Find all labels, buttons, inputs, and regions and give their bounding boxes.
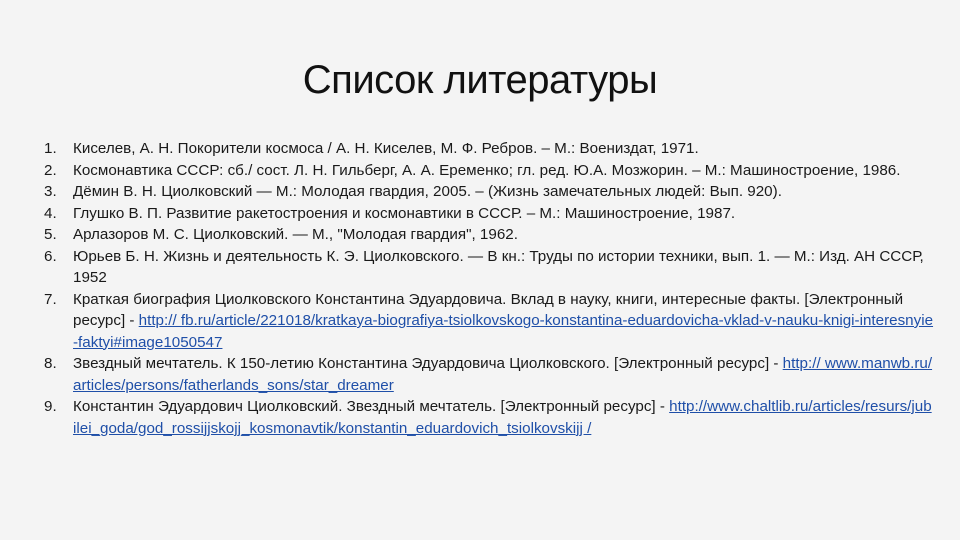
reference-item xyxy=(44,289,934,354)
reference-link[interactable]: http:// fb.ru/article/221018/kratkaya-biografiya-tsiolkovskogo-konstantina-eduardovicha-vklad-v-nauku-knigi-interesnyie-faktyi#image1050547 xyxy=(73,312,934,351)
reference-link[interactable]: http:// www.manwb.ru/articles/persons/fatherlands_sons/star_dreamer xyxy=(73,355,933,394)
reference-text: Дёмин В. Н. Циолковский — М.: Молодая гвардия, 2005. – (Жизнь замечательных людей: Вып. 920). xyxy=(73,183,782,200)
reference-item xyxy=(44,138,934,160)
reference-number: 2. xyxy=(44,161,57,179)
slide-title: Список литературы xyxy=(302,58,658,102)
reference-text: Юрьев Б. Н. Жизнь и деятельность К. Э. Циолковского. — В кн.: Труды по истории техники, вып. 1. — М.: Изд. АН СССР, 1952 xyxy=(73,247,924,286)
reference-number: 3. xyxy=(44,183,57,200)
reference-link[interactable]: http://www.chaltlib.ru/articles/resurs/jubilei_goda/god_rossijjskojj_kosmonavtik/konstantin_eduardovich_tsiolkovskijj / xyxy=(73,398,932,437)
reference-text: Глушко В. П. Развитие ракетостроения и космонавтики в СССР. – М.: Машиностроение, 1987. xyxy=(73,204,736,222)
reference-text: Краткая биография Циолковского Константина Эдуардовича. Вклад в науку, книги, интересные факты. [Электронный ресурс] - xyxy=(73,290,904,329)
reference-number: 9. xyxy=(44,398,57,415)
reference-item xyxy=(44,246,934,289)
reference-number: 5. xyxy=(44,226,57,243)
reference-item xyxy=(44,160,934,182)
reference-item xyxy=(44,224,934,246)
reference-item xyxy=(44,396,934,439)
reference-text: Звездный мечтатель. К 150-летию Константина Эдуардовича Циолковского. [Электронный ресурс] - xyxy=(73,355,783,372)
reference-number: 7. xyxy=(44,290,57,308)
reference-item xyxy=(44,353,934,396)
reference-text: Константин Эдуардович Циолковский. Звездный мечтатель. [Электронный ресурс] - xyxy=(73,398,670,415)
reference-list xyxy=(44,138,934,439)
reference-text: Киселев, А. Н. Покорители космоса / А. Н. Киселев, М. Ф. Ребров. – М.: Воениздат, 1971. xyxy=(73,140,699,157)
reference-number: 4. xyxy=(44,204,57,222)
reference-text: Космонавтика СССР: сб./ сост. Л. Н. Гильберг, А. А. Еременко; гл. ред. Ю.А. Мозжорин. – М.: Машиностроение, 1986. xyxy=(73,161,901,179)
reference-item xyxy=(44,181,934,203)
reference-item xyxy=(44,203,934,225)
reference-number: 8. xyxy=(44,355,57,372)
reference-number: 6. xyxy=(44,247,57,265)
reference-number: 1. xyxy=(44,140,57,157)
reference-text: Арлазоров М. С. Циолковский. — М., "Молодая гвардия", 1962. xyxy=(73,226,518,243)
